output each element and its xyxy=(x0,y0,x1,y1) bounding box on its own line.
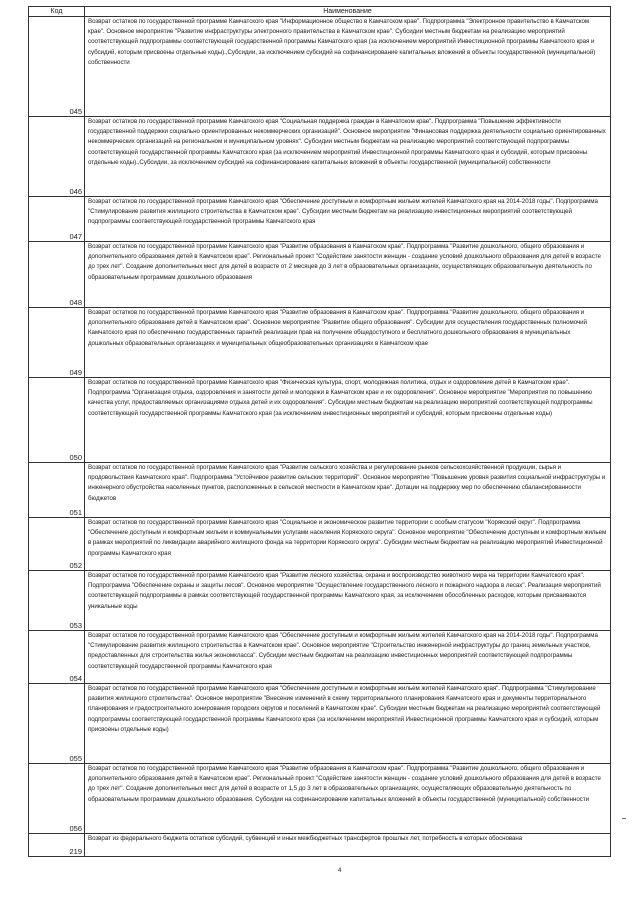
row-description: Возврат остатков по государственной программе Камчатского края "Развитие лесного хозяйства, охрана и воспроизводство животного мира на территории Камчатского края". Подпрограмма "Обеспечение охраны и защиты лесов". Основное мероприятие "Осуществление государственного лесного и пожарного надзора в лесах". Реализация мероприятий соответствующей подпрограммы в рамках соответствующей государственной программы Камчатского края, за исключением обособленных расходов, которым присваиваются уникальные коды xyxy=(85,571,611,631)
row-description: Возврат остатков по государственной программе Камчатского края "Физическая культура, спорт, молодежная политика, отдых и оздоровление детей в Камчатском крае". Подпрограмма "Организация отдыха, оздоровления и занятости детей и молодежи в Камчатском крае и их оздоровления". Основное мероприятие "Мероприятия по повышению качества услуг, предоставляемых организациями отдыха детей и их оздоровления". Субсидии местным бюджетам на реализацию мероприятий соответствующей подпрограммы соответствующей государственной программы Камчатского края (за исключением инвестиционных мероприятий и субсидий, которым присвоены отдельные коды) xyxy=(85,378,611,463)
table-row xyxy=(29,764,611,834)
table-row xyxy=(29,242,611,308)
header-code: Код xyxy=(29,7,85,17)
table-row xyxy=(29,684,611,764)
table-row xyxy=(29,834,611,857)
row-description: Возврат остатков по государственной программе Камчатского края "Развитие сельского хозяйства и регулирование рынков сельскохозяйственной продукции, сырья и продовольствия Камчатского края". Подпрограмма "Устойчивое развитие сельских территорий". Основное мероприятие "Повышение уровня развития социальной инфраструктуры и инженерного обустройства населенных пунктов, расположенных в сельской местности в Камчатском крае". Дотации на поддержку мер по обеспечению сбалансированности бюджетов xyxy=(85,463,611,518)
row-code: 056 xyxy=(29,764,85,834)
row-description: Возврат из федерального бюджета остатков субсидий, субвенций и иных межбюджетных трансфертов прошлых лет, потребность в которых обоснована xyxy=(85,834,611,857)
table-row xyxy=(29,17,611,117)
row-code: 047 xyxy=(29,197,85,242)
row-code: 046 xyxy=(29,117,85,197)
row-code: 048 xyxy=(29,242,85,308)
row-code: 055 xyxy=(29,684,85,764)
row-description: Возврат остатков по государственной программе Камчатского края "Развитие образования в Камчатском крае". Подпрограмма "Развитие дошкольного, общего образования и дополнительного образования детей в Камчатском крае". Основное мероприятие "Развитие общего образования". Субсидии для осуществления государственных полномочий Камчатского края по обеспечению государственных гарантий реализации прав на получение общедоступного и бесплатного дошкольного образования в муниципальных дошкольных образовательных организациях и муниципальных общеобразовательных организациях в Камчатском крае xyxy=(85,308,611,378)
header-name: Наименование xyxy=(85,7,611,17)
row-code: 050 xyxy=(29,378,85,463)
row-code: 219 xyxy=(29,834,85,857)
row-code: 051 xyxy=(29,463,85,518)
table-row xyxy=(29,631,611,684)
row-description: Возврат остатков по государственной программе Камчатского края "Обеспечение доступным и комфортным жильем жителей Камчатского края на 2014-2018 годы". Подпрограмма "Стимулирование развития жилищного строительства в Камчатском крае". Субсидии местным бюджетам на реализацию инвестиционных мероприятий соответствующей подпрограммы соответствующей государственной программы Камчатского края xyxy=(85,197,611,242)
row-code: 054 xyxy=(29,631,85,684)
table-row xyxy=(29,197,611,242)
row-description: Возврат остатков по государственной программе Камчатского края "Обеспечение доступным и комфортным жильем жителей Камчатского края". Подпрограмма "Стимулирование развития жилищного строительства". Основное мероприятие "Внесение изменений в схему территориального планирования Камчатского края и документы территориального планирования и градостроительного зонирования городских округов и поселений в Камчатском крае". Субсидии местным бюджетам на реализацию мероприятий соответствующей подпрограммы соответствующей государственной программы Камчатского края (за исключением мероприятий Инвестиционной программы Камчатского края и субсидий, которым присвоены отдельные коды) xyxy=(85,684,611,764)
table-row xyxy=(29,117,611,197)
table-row xyxy=(29,378,611,463)
row-code: 049 xyxy=(29,308,85,378)
row-description: Возврат остатков по государственной программе Камчатского края "Социальная поддержка граждан в Камчатском крае". Подпрограмма "Повышение эффективности государственной поддержки социально ориентированных некоммерческих организаций". Основное мероприятие "Финансовая поддержка деятельности социально ориентированных некоммерческих организаций на региональном и муниципальном уровнях". Субсидии местным бюджетам на реализацию мероприятий соответствующей подпрограммы соответствующей государственной программы Камчатского края (за исключением мероприятий Инвестиционной программы Камчатского края и субсидий, которым присвоены отдельные коды).,Субсидии, за исключением субсидий на софинансирование капитальных вложений в объекты государственной (муниципальной) собственности xyxy=(85,117,611,197)
row-description: Возврат остатков по государственной программе Камчатского края "Развитие образования в Камчатском крае". Подпрограмма "Развитие дошкольного, общего образования и дополнительного образования детей в Камчатском крае". Региональный проект "Содействие занятости женщин - создание условий дошкольного образования для детей в возрасте до трех лет". Создание дополнительных мест для детей в возрасте от 1,5 до 3 лет в образовательных организациях, осуществляющих образовательную деятельность по образовательным программам дошкольного образования. Субсидии на софинансирование капитальных вложений в объекты государственной (муниципальной) собственности xyxy=(85,764,611,834)
table-row xyxy=(29,571,611,631)
table-row xyxy=(29,463,611,518)
table-header-row xyxy=(29,7,611,17)
row-code: 052 xyxy=(29,518,85,571)
table-row xyxy=(29,518,611,571)
codes-table xyxy=(28,6,611,857)
row-code: 053 xyxy=(29,571,85,631)
row-description: Возврат остатков по государственной программе Камчатского края "Обеспечение доступным и комфортным жильем жителей Камчатского края на 2014-2018 годы". Подпрограмма "Стимулирование развития жилищного строительства в Камчатском крае". Основное мероприятие "Строительство инженерной инфраструктуры до границ земельных участков, предоставленных для строительства жилья экономкласса". Субсидии местным бюджетам на реализацию инвестиционных мероприятий соответствующей подпрограммы соответствующей государственной программы Камчатского края xyxy=(85,631,611,684)
row-description: Возврат остатков по государственной программе Камчатского края "Развитие образования в Камчатском крае". Подпрограмма "Развитие дошкольного, общего образования и дополнительного образования детей в Камчатском крае". Региональный проект "Содействие занятости женщин - создание условий дошкольного образования для детей в возрасте до трех лет". Создание дополнительных мест для детей в возрасте от 2 месяцев до 3 лет в образовательных организациях, осуществляющих образовательную деятельность по образовательным программам дошкольного образования xyxy=(85,242,611,308)
page-mark: 4 xyxy=(338,868,342,874)
table-row xyxy=(29,308,611,378)
row-description: Возврат остатков по государственной программе Камчатского края "Информационное общество в Камчатском крае". Подпрограмма "Электронное правительство в Камчатском крае". Основное мероприятие "Развитие инфраструктуры электронного правительства в Камчатском крае". Субсидии местным бюджетам на реализацию мероприятий соответствующей подпрограммы соответствующей государственной программы Камчатского края (за исключением мероприятий Инвестиционной программы Камчатского края и субсидий, которым присвоены отдельные коды).,Субсидии, за исключением субсидий на софинансирование капитальных вложений в объекты государственной (муниципальной) собственности xyxy=(85,17,611,117)
row-description: Возврат остатков по государственной программе Камчатского края "Социальное и экономическое развитие территории с особым статусом "Корякский округ". Подпрограмма "Обеспечение доступным и комфортным жильем и коммунальными услугами населения Корякского округа". Основное мероприятие "Обеспечение доступным и комфортным жильем в рамках мероприятий по ликвидации аварийного жилищного фонда на территории Корякского округа". Субсидии местным бюджетам на реализацию мероприятий Инвестиционной программы Камчатского края xyxy=(85,518,611,571)
margin-tick xyxy=(622,818,626,819)
row-code: 045 xyxy=(29,17,85,117)
document-sheet xyxy=(28,6,611,857)
